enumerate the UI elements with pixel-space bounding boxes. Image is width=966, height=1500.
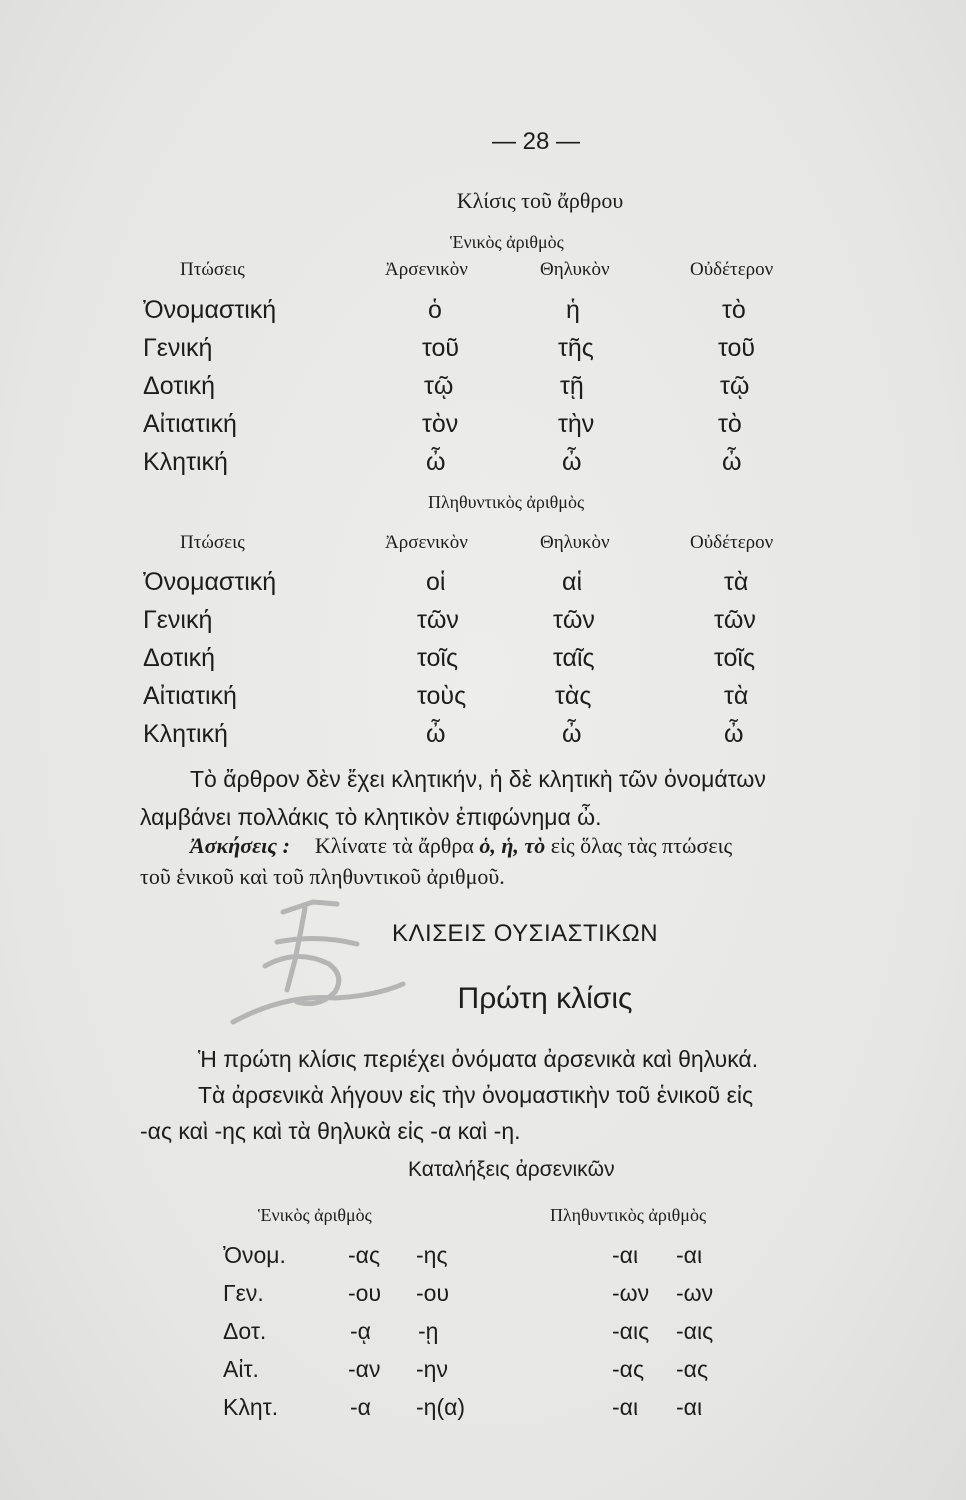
plural-nominative-neut: τὰ	[724, 568, 749, 596]
plural-header-cases: Πτώσεις	[180, 532, 245, 553]
endings-nominative-p1: -αι	[612, 1242, 639, 1268]
singular-vocative-masc: ὦ	[426, 448, 446, 476]
plural-vocative-fem: ὦ	[562, 720, 582, 748]
endings-case-genitive: Γεν.	[223, 1280, 264, 1306]
exercise-label: Ἀσκήσεις :	[190, 833, 290, 858]
singular-nominative-neut: τὸ	[722, 296, 746, 324]
exercise-line2: τοῦ ἑνικοῦ καὶ τοῦ πληθυντικοῦ ἀριθμοῦ.	[140, 864, 505, 889]
endings-dative-p1: -αις	[612, 1318, 650, 1344]
plural-case-genitive: Γενική	[143, 606, 213, 634]
endings-genitive-s1: -ου	[348, 1280, 382, 1306]
plural-accusative-neut: τὰ	[724, 682, 749, 710]
plural-case-accusative: Αἰτιατική	[143, 682, 237, 710]
endings-genitive-p1: -ων	[612, 1280, 650, 1306]
endings-dative-s2: -ῃ	[418, 1318, 439, 1344]
endings-dative-p2: -αις	[676, 1318, 714, 1344]
singular-case-vocative: Κλητική	[143, 448, 228, 476]
plural-case-vocative: Κλητική	[143, 720, 228, 748]
singular-dative-neut: τῷ	[720, 372, 750, 400]
plural-genitive-fem: τῶν	[553, 606, 595, 634]
singular-accusative-masc: τὸν	[422, 410, 459, 438]
exercise-text2: εἰς ὅλας τὰς πτώσεις	[550, 833, 733, 858]
intro-line1: Ἡ πρώτη κλίσις περιέχει ὀνόματα ἀρσενικὰ καὶ θηλυκά.	[198, 1046, 759, 1072]
endings-genitive-s2: -ου	[416, 1280, 450, 1306]
endings-nominative-s2: -ης	[416, 1242, 448, 1268]
plural-header-masculine: Ἀρσενικὸν	[385, 532, 468, 553]
endings-accusative-p2: -ας	[676, 1356, 709, 1382]
plural-vocative-neut: ὦ	[724, 720, 744, 748]
plural-dative-fem: ταῖς	[553, 644, 595, 672]
singular-label: Ἑνικὸς ἀριθμὸς	[450, 232, 564, 252]
plural-genitive-masc: τῶν	[417, 606, 459, 634]
endings-case-nominative: Ὀνομ.	[223, 1242, 286, 1268]
plural-accusative-masc: τοὺς	[417, 682, 467, 710]
exercise-line1	[190, 833, 732, 859]
singular-dative-masc: τῷ	[424, 372, 454, 400]
endings-dative-s1: -ᾳ	[350, 1318, 371, 1344]
section-title: ΚΛΙΣΕΙΣ ΟΥΣΙΑΣΤΙΚΩΝ	[392, 920, 659, 947]
singular-genitive-masc: τοῦ	[422, 334, 460, 362]
endings-accusative-p1: -ας	[612, 1356, 645, 1382]
singular-accusative-fem: τὴν	[558, 410, 595, 438]
singular-case-accusative: Αἰτιατική	[143, 410, 237, 438]
endings-case-dative: Δοτ.	[223, 1318, 267, 1344]
plural-accusative-fem: τὰς	[555, 682, 592, 710]
plural-nominative-fem: αἱ	[562, 568, 583, 596]
plural-header-feminine: Θηλυκὸν	[540, 532, 610, 553]
plural-label: Πληθυντικὸς ἀριθμὸς	[428, 492, 585, 512]
singular-genitive-neut: τοῦ	[718, 334, 756, 362]
plural-genitive-neut: τῶν	[714, 606, 756, 634]
plural-nominative-masc: οἱ	[426, 568, 446, 596]
singular-header-masculine: Ἀρσενικὸν	[385, 259, 468, 280]
endings-vocative-p2: -αι	[676, 1394, 703, 1420]
singular-genitive-fem: τῆς	[558, 334, 594, 362]
intro-line2: Τὰ ἀρσενικὰ λήγουν εἰς τὴν ὀνομαστικὴν τοῦ ἑνικοῦ εἰς	[198, 1082, 754, 1108]
endings-singular-label: Ἑνικὸς ἀριθμὸς	[258, 1205, 372, 1225]
singular-header-cases: Πτώσεις	[180, 259, 245, 280]
plural-case-nominative: Ὀνομαστική	[143, 568, 277, 596]
endings-title: Καταλήξεις ἀρσενικῶν	[408, 1158, 615, 1181]
endings-case-accusative: Αἰτ.	[223, 1356, 259, 1382]
singular-dative-fem: τῇ	[560, 372, 584, 400]
plural-dative-masc: τοῖς	[417, 644, 459, 672]
endings-vocative-s1: -α	[350, 1394, 371, 1420]
endings-plural-label: Πληθυντικὸς ἀριθμὸς	[550, 1205, 707, 1225]
vocative-note-line1: Τὸ ἄρθρον δὲν ἔχει κλητικήν, ἡ δὲ κλητικὴ τῶν ὀνομάτων	[190, 766, 766, 792]
plural-dative-neut: τοῖς	[714, 644, 756, 672]
singular-vocative-neut: ὦ	[722, 448, 742, 476]
exercise-text1: Κλίνατε τὰ ἄρθρα	[314, 833, 474, 858]
singular-header-feminine: Θηλυκὸν	[540, 259, 610, 280]
singular-case-nominative: Ὀνομαστική	[143, 296, 277, 324]
singular-vocative-fem: ὦ	[562, 448, 582, 476]
plural-vocative-masc: ὦ	[426, 720, 446, 748]
intro-line3: -ας καὶ -ης καὶ τὰ θηλυκὰ εἰς -α καὶ -η.	[140, 1118, 521, 1144]
endings-genitive-p2: -ων	[676, 1280, 714, 1306]
singular-case-dative: Δοτική	[143, 372, 216, 400]
page-number: — 28 —	[491, 128, 581, 155]
declension-title: Πρώτη κλίσις	[457, 982, 633, 1015]
plural-header-neuter: Οὐδέτερον	[690, 532, 774, 553]
plural-case-dative: Δοτική	[143, 644, 216, 672]
endings-nominative-s1: -ας	[348, 1242, 381, 1268]
singular-nominative-fem: ἡ	[566, 296, 580, 324]
endings-nominative-p2: -αι	[676, 1242, 703, 1268]
article-declension-title: Κλίσις τοῦ ἄρθρου	[456, 188, 624, 213]
vocative-note-line2: λαμβάνει πολλάκις τὸ κλητικὸν ἐπιφώνημα ὦ.	[140, 804, 602, 830]
endings-vocative-s2: -η(α)	[416, 1394, 466, 1420]
singular-accusative-neut: τὸ	[718, 410, 742, 438]
singular-header-neuter: Οὐδέτερον	[690, 259, 774, 280]
singular-nominative-masc: ὁ	[428, 296, 442, 324]
exercise-articles: ὁ, ἡ, τὸ	[479, 833, 546, 858]
endings-accusative-s2: -ην	[416, 1356, 448, 1382]
endings-case-vocative: Κλητ.	[223, 1394, 279, 1420]
endings-accusative-s1: -αν	[348, 1356, 381, 1382]
singular-case-genitive: Γενική	[143, 334, 213, 362]
endings-vocative-p1: -αι	[612, 1394, 639, 1420]
